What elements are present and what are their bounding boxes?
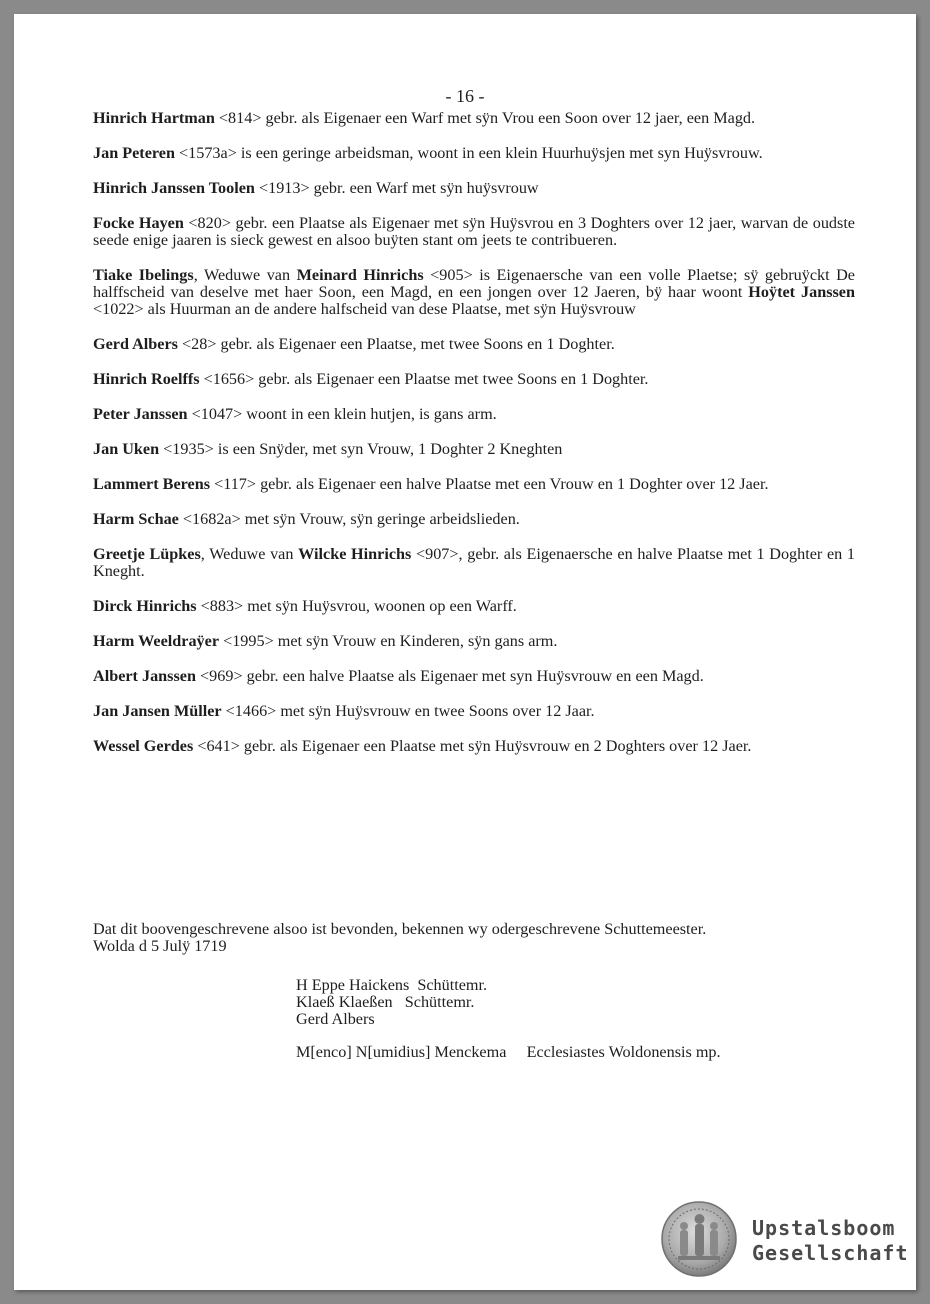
entry-text: <1022> als Huurman an de andere halfscheid van dese Plaatse, met sÿn Huÿsvrouw bbox=[93, 300, 636, 318]
entry-text: <1935> is een Snÿder, met syn Vrouw, 1 Doghter 2 Kneghten bbox=[159, 440, 563, 458]
person-name: Wilcke Hinrichs bbox=[298, 545, 412, 563]
signature: Gerd Albers bbox=[296, 1010, 375, 1028]
entry bbox=[93, 598, 855, 615]
entry-text: , Weduwe van bbox=[193, 266, 297, 284]
entry-text: <1047> woont in een klein hutjen, is gans arm. bbox=[187, 405, 497, 423]
person-name: Peter Janssen bbox=[93, 405, 188, 423]
entry bbox=[93, 546, 855, 580]
person-name: Hinrich Hartman bbox=[93, 109, 215, 127]
entry bbox=[93, 511, 855, 528]
entry-text: <905> is Eigenaersche van een volle Plaetse; sÿ gebruÿckt De halffscheid van deselve met haer Soon, een Magd, en een jongen over 12 Jaeren, bÿ haar woont bbox=[93, 266, 855, 301]
person-name: Harm Weeldraÿer bbox=[93, 632, 220, 650]
person-name: Lammert Berens bbox=[93, 475, 211, 493]
entry-text: , Weduwe van bbox=[200, 545, 299, 563]
entry bbox=[93, 476, 855, 493]
person-name: Gerd Albers bbox=[93, 335, 178, 353]
entry bbox=[93, 441, 855, 458]
entry-text: <1995> met sÿn Vrouw en Kinderen, sÿn gans arm. bbox=[219, 632, 558, 650]
person-name: Jan Peteren bbox=[93, 144, 175, 162]
entry bbox=[93, 267, 855, 318]
entry-text: <814> gebr. als Eigenaer een Warf met sÿn Vrou een Soon over 12 jaer, een Magd. bbox=[214, 109, 756, 127]
person-name: Tiake Ibelings bbox=[93, 266, 194, 284]
entry-text: <28> gebr. als Eigenaer een Plaatse, met twee Soons en 1 Doghter. bbox=[177, 335, 615, 353]
signature-block bbox=[296, 977, 721, 1061]
document-page bbox=[14, 14, 916, 1290]
entry-text: <1573a> is een geringe arbeidsman, woont in een klein Huurhuÿsjen met syn Huÿsvrouw. bbox=[174, 144, 763, 162]
entry-text: <883> met sÿn Huÿsvrou, woonen op een Warff. bbox=[196, 597, 517, 615]
signature: H Eppe Haickens Schüttemr. bbox=[296, 976, 488, 994]
entry-text: <969> gebr. een halve Plaatse als Eigenaer met syn Huÿsvrouw en een Magd. bbox=[195, 667, 704, 685]
person-name: Jan Jansen Müller bbox=[93, 702, 222, 720]
person-name: Jan Uken bbox=[93, 440, 160, 458]
person-name: Hinrich Roelffs bbox=[93, 370, 200, 388]
entry bbox=[93, 371, 855, 388]
entry-text: <641> gebr. als Eigenaer een Plaatse met sÿn Huÿsvrouw en 2 Doghters over 12 Jaer. bbox=[193, 737, 752, 755]
signature: M[enco] N[umidius] Menckema Ecclesiastes Woldonensis mp. bbox=[296, 1043, 721, 1061]
entry bbox=[93, 180, 855, 197]
entry-text: <820> gebr. een Plaatse als Eigenaer met sÿn Huÿsvrou en 3 Doghters over 12 jaer, warvan de oudste seede enige jaaren is sieck gewest en alsoo buÿten stant om jeets te contribueren. bbox=[93, 214, 855, 249]
entry-text: <1913> gebr. een Warf met sÿn huÿsvrouw bbox=[254, 179, 539, 197]
upstalsboom-logo bbox=[660, 1200, 910, 1280]
logo-text bbox=[752, 1216, 909, 1266]
person-name: Meinard Hinrichs bbox=[296, 266, 424, 284]
closing-line: Dat dit boovengeschrevene alsoo ist bevonden, bekennen wy odergeschrevene Schuttemeester. bbox=[93, 920, 707, 938]
entry bbox=[93, 738, 855, 755]
entry-text: <1656> gebr. als Eigenaer een Plaatse met twee Soons en 1 Doghter. bbox=[199, 370, 649, 388]
entry bbox=[93, 145, 855, 162]
household-entries bbox=[93, 110, 855, 773]
person-name: Hoÿtet Janssen bbox=[748, 283, 855, 301]
person-name: Wessel Gerdes bbox=[93, 737, 194, 755]
entry bbox=[93, 215, 855, 249]
page-number: - 16 - bbox=[445, 86, 485, 106]
seal-icon bbox=[660, 1200, 738, 1278]
person-name: Hinrich Janssen Toolen bbox=[93, 179, 255, 197]
signature: Klaeß Klaeßen Schüttemr. bbox=[296, 993, 475, 1011]
person-name: Dirck Hinrichs bbox=[93, 597, 197, 615]
entry bbox=[93, 633, 855, 650]
entry-text: <907>, gebr. als Eigenaersche en halve Plaatse met 1 Doghter en 1 Kneght. bbox=[93, 545, 855, 580]
entry bbox=[93, 336, 855, 353]
entry bbox=[93, 110, 855, 127]
place-date: Wolda d 5 Julÿ 1719 bbox=[93, 937, 227, 955]
entry bbox=[93, 668, 855, 685]
entry-text: <1682a> met sÿn Vrouw, sÿn geringe arbeidslieden. bbox=[178, 510, 520, 528]
entry-text: <1466> met sÿn Huÿsvrouw en twee Soons over 12 Jaar. bbox=[221, 702, 595, 720]
entry bbox=[93, 406, 855, 423]
logo-line: Gesellschaft bbox=[752, 1241, 909, 1265]
person-name: Greetje Lüpkes bbox=[93, 545, 201, 563]
person-name: Albert Janssen bbox=[93, 667, 196, 685]
closing-statement bbox=[93, 921, 855, 955]
person-name: Harm Schae bbox=[93, 510, 179, 528]
logo-line: Upstalsboom bbox=[752, 1216, 896, 1240]
person-name: Focke Hayen bbox=[93, 214, 184, 232]
entry-text: <117> gebr. als Eigenaer een halve Plaatse met een Vrouw en 1 Doghter over 12 Jaer. bbox=[210, 475, 769, 493]
entry bbox=[93, 703, 855, 720]
spacer bbox=[296, 1028, 721, 1044]
